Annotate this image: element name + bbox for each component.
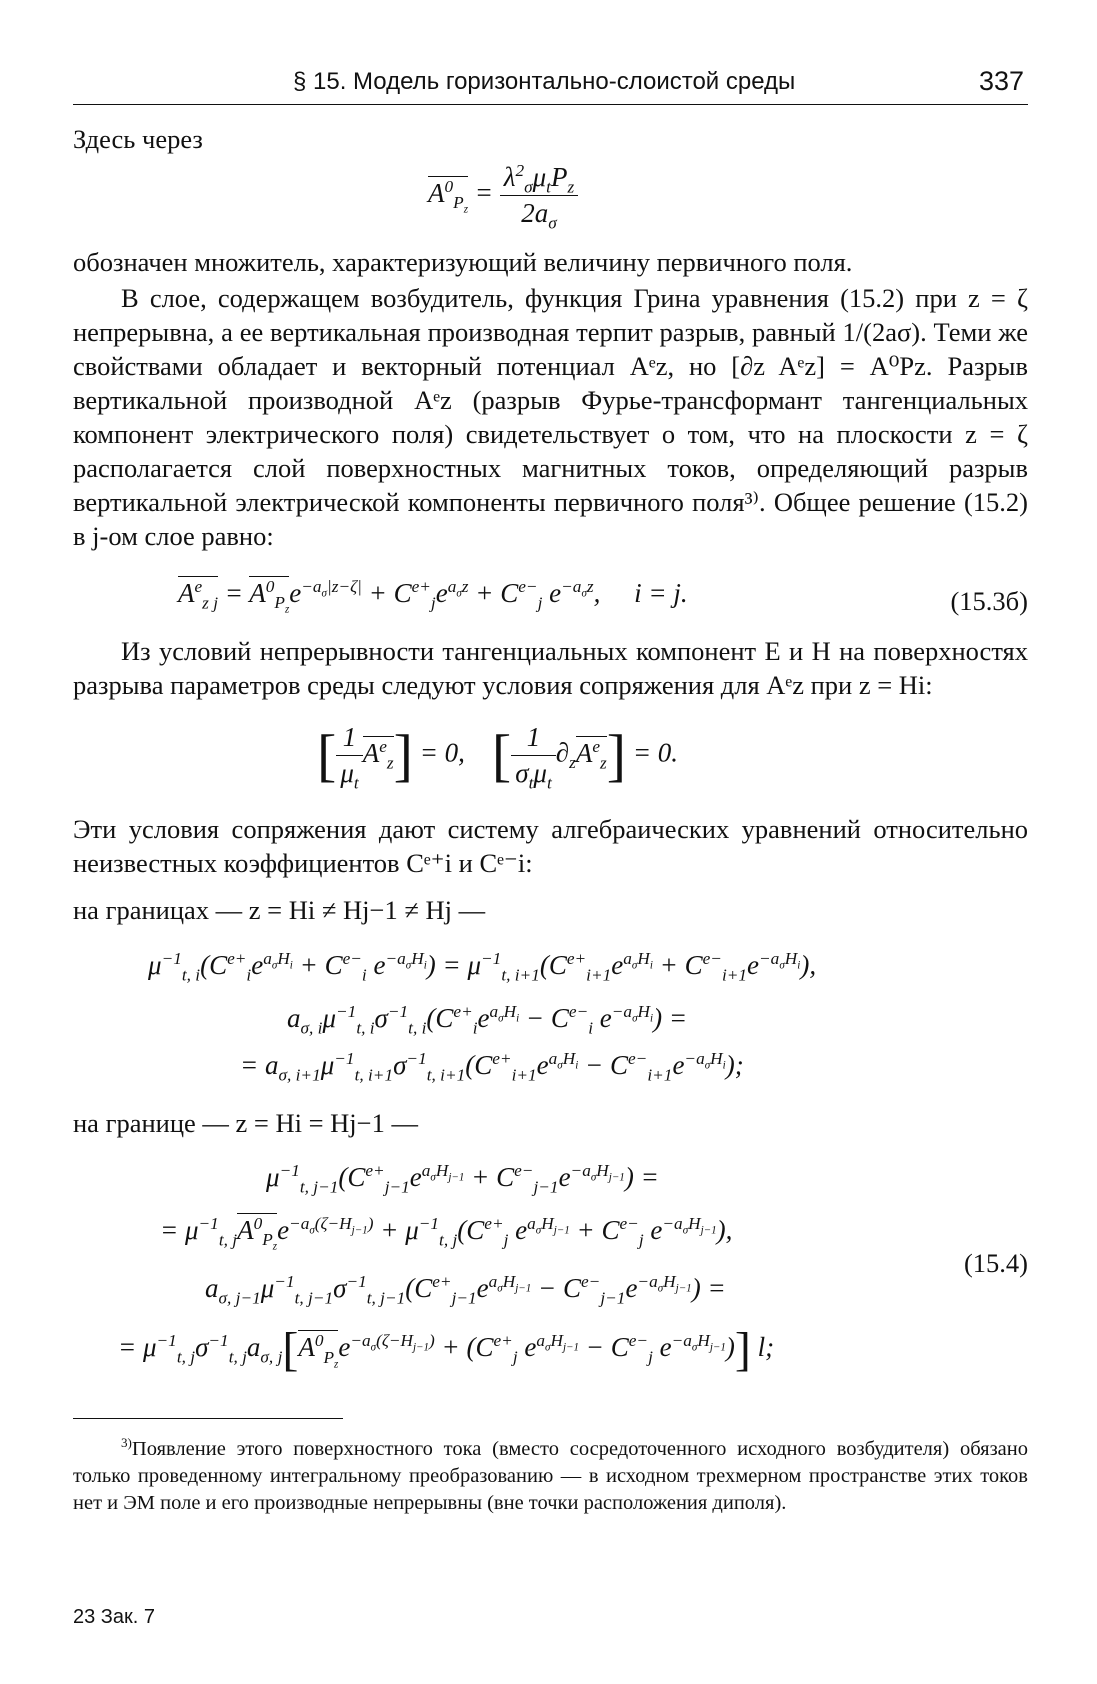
equation-boundary-3: = $a_{\sigma, i+1}\mu^{-1}_{t, i+1}\sigma^{-1}_{t, i+1}(C^{e+}_{i+1}e^{a_\sigma H_i} - C^{e-}_{i+1}e^{-a_\sigma H_i})$; — [240, 1049, 744, 1085]
footnote-text: Появление этого поверхностного тока (вместо сосредоточенного исходного возбудителя) обязано только проведенному интегральному преобразованию — в исходном трехмерном пространстве этих токов нет и ЭМ поле и его производные непрерывны (вне точки расположения диполя). — [73, 1438, 1028, 1514]
printer-signature: 23 Зак. 7 — [73, 1606, 155, 1628]
paragraph-on-boundaries: на границах — z = Hi ≠ Hj−1 ≠ Hj — — [73, 895, 486, 925]
equation-boundary-2: $a_{\sigma, i}\mu^{-1}_{t, i}\sigma^{-1}_{t, i}(C^{e+}_ie^{a_\sigma H_i} - C^{e-}_i$ $e^{-a_\sigma H_i}$) = — [287, 1002, 688, 1038]
equation-boundary-1: $\mu^{-1}_{t, i}(C^{e+}_ie^{a_\sigma H_i} + C^{e-}_i$ $e^{-a_\sigma H_i}) = \mu^{-1}_{t, i+1}(C^{e+}_{i+1}e^{a_\sigma H_i} + C^{e-}_{i+1}e^{-a_\sigma H_i})$, — [148, 949, 817, 985]
paragraph-on-boundary: на границе — z = Hi = Hj−1 — — [73, 1108, 418, 1138]
equation-primary-factor: $A^0_{P_z}$ = $\frac{\lambda^2_\sigma\mu_tP_z}{2a_\sigma}$ — [428, 162, 578, 229]
running-title: § 15. Модель горизонтально-слоистой среды — [293, 68, 796, 95]
paragraph-algebraic-system: Эти условия сопряжения дают систему алгебраических уравнений относительно неизвестных коэффициентов Cᵉ⁺i и Cᵉ⁻i: — [73, 814, 1028, 878]
paragraph-continuity-conditions: Из условий непрерывности тангенциальных компонент E и H на поверхностях разрыва параметров среды следуют условия сопряжения для Aᵉz при z = Hi: — [73, 636, 1028, 700]
equation-15-4-line-2: = $\mu^{-1}_{t, j}A^0_{P_z}e^{-a_\sigma(\zeta-H_{j-1})} + \mu^{-1}_{t, j}(C^{e+}_j$ $e^{a_\sigma H_{j-1}} + C^{e-}_j$ $e^{-a_\sigma H_{j-1}}$), — [160, 1214, 733, 1253]
equation-15-4-line-4: = $\mu^{-1}_{t, j}\sigma^{-1}_{t, j}a_{\sigma, j}[A^0_{P_z}e^{-a_\sigma(\zeta-H_{j-1})} + (C^{e+}_j$ $e^{a_\sigma H_{j-1}} - C^{e-}_j$ $e^{-a_\sigma H_{j-1}}$)] l; — [118, 1323, 775, 1376]
equation-number-15-4: (15.4) — [963, 1248, 1028, 1278]
footnote-marker: 3) — [121, 1435, 132, 1451]
paragraph-factor-description: обозначен множитель, характеризующий величину первичного поля. — [73, 247, 853, 277]
footnote — [73, 1436, 1028, 1517]
running-header — [73, 62, 1028, 105]
footnote-separator — [73, 1418, 343, 1419]
equation-general-solution: $A^e_{z j} = A^0_{P_z}e^{-a_\sigma|z-\zeta|} + C^{e+}_je^{a_\sigma z} + C^{e-}_j$ $e^{-a_\sigma z}$, i = j. — [178, 577, 688, 616]
paragraph-green-function: В слое, содержащем возбудитель, функция Грина уравнения (15.2) при z = ζ непрерывна, а ее вертикальная производная терпит разрыв, равный 1/(2aσ). Теми же свойствами обладает и векторный потенциал Aᵉz, но [∂z Aᵉz] = A⁰Pz. Разрыв вертикальной производной Aᵉz (разрыв Фурье-трансформант тангенциальных компонент электрического поля) свидетельствует о том, что на плоскости z = ζ располагается слой поверхностных магнитных токов, определяющий разрыв вертикальной электрической компоненты первичного поля³⁾. Общее решение (15.2) в j-ом слое равно: — [73, 283, 1028, 551]
equation-conjugation-conditions: [ $\frac{1}{\mu_t}$ $A^e_z] = 0$, [ $\frac{1}{\sigma_t\mu_t}$ $\partial_zA^e_z] = 0$. — [317, 722, 679, 793]
equation-number-15-3b: (15.3б) — [950, 586, 1028, 616]
paragraph-intro: Здесь через — [73, 124, 203, 154]
equation-15-4-line-1: $\mu^{-1}_{t, j-1}(C^{e+}_{j-1}e^{a_\sigma H_{j-1}} + C^{e-}_{j-1}e^{-a_\sigma H_{j-1}})$ = — [266, 1161, 659, 1197]
equation-15-4-line-3: $a_{\sigma, j-1}\mu^{-1}_{t, j-1}\sigma^{-1}_{t, j-1}(C^{e+}_{j-1}e^{a_\sigma H_{j-1}} - C^{e-}_{j-1}e^{-a_\sigma H_{j-1}})$ = — [205, 1272, 726, 1308]
page-number: 337 — [978, 66, 1024, 96]
